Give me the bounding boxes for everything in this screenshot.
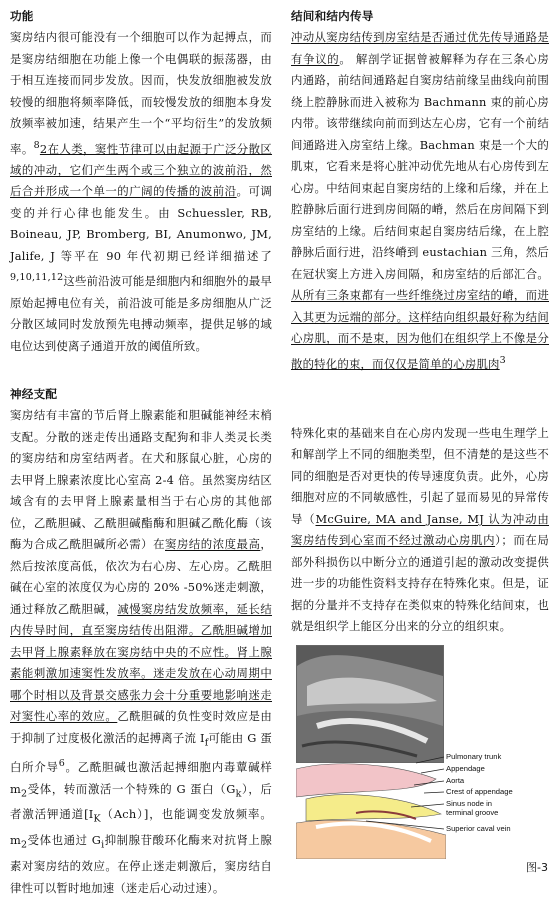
section-title-function: 功能 — [10, 9, 34, 23]
text-run: 窦房结有丰富的节后肾上腺素能和胆碱能神经末梢支配。分散的迷走传出通路支配狗和非人类灵长类的窦房结和房室结两者。在犬和豚鼠心脏，心房的去甲肾上腺素浓度比心室高 2-4 倍。虽然窦房结区域含有的去甲肾上腺素量相当于右心房的其他部位，乙酰胆碱、乙酰胆碱酯酶和胆碱乙酰化酶（该酶为合成乙酰胆碱所必需）在 — [10, 408, 272, 552]
subscript: k — [235, 787, 242, 799]
label-superior-caval-vein: Superior caval vein — [446, 824, 511, 833]
text-run: 这些前沿波可能是细胞内和细胞外的最早原始起搏电位有关，前沿波可能是多房细胞从广泛分散区域同时发放预先电搏动频率，提供足够的域电位达到使离子通道开放的阈值所致。 — [10, 274, 273, 353]
anatomy-photo — [296, 645, 444, 763]
text-run: 可能由 G 蛋白所介导 — [10, 730, 272, 775]
right-column — [291, 6, 549, 638]
section-title-innervation: 神经支配 — [10, 387, 58, 402]
text-run: 。 解剖学证据曾被解释为存在三条心房内通路，前结间通路起自窦房结前缘呈曲线向前围绕上腔静脉而进入被称为 Bachmann 束的前心房内带。该带继续向前而到达左心房，它有一个前结间通路进入房室结上缘。Bachman 束是一个大的肌束，它看来是将心脏冲动优先地从右心房传到左心房。中结间束起自窦房结的上缘和后缘，并在上腔静脉后面行进到房间隔的嵴，然后在房间隔下到房室结的上缘。后结间束起自窦房结后缘，在上腔静脉后面行进，沿终嵴到 eustachian 三角，然后在冠状窦上方进入房间隔，和房室结的后部汇合。 — [291, 51, 549, 281]
text-run: ）；而在局部外科损伤以中断分立的通道引起的激动改变提供进一步的功能性资料支持存在特殊化束。但是，证据的分量并不支持存在类似束的特殊化结间束，也就是组织学上能区分出来的分立的组织束。 — [291, 533, 549, 634]
underlined-text: 从所有三条束都有一些纤维绕过房室结的嵴，而进入其更为远端的部分。这样结向组织最好称为结间心房肌，而不是束，因为他们在组织学上不像是分散的特化的束，而仅仅是简单的心房肌肉 — [291, 288, 549, 371]
section-title-conduction: 结间和结内传导 — [291, 9, 374, 23]
subscript: 2 — [21, 787, 28, 799]
subscript: f — [204, 736, 209, 748]
text-run: 。可调变的并行心律也能发生。由 Schuessler, RB, Boineau, JP, Bromberg, BI, Anumonwo, JM, Jalife, J 等平在 90 年代初期已经详细描述了 — [10, 184, 272, 263]
text-run: ，然后按浓度高低，依次为右心房、左心房。乙酰胆碱在心室的浓度仅为心房的 20% -50%迷走刺激，通过释放乙酰胆碱， — [10, 537, 272, 616]
underlined-text: 冲动从窦房结传到房室结是否通过优先传导通路是有争议的 — [291, 30, 549, 66]
citation: 8 — [33, 139, 40, 151]
label-pulmonary-trunk: Pulmonary trunk — [446, 752, 502, 761]
text-run: 抑制腺苷酸环化酶来对抗肾上腺素对窦房结的效应。在停止迷走刺激后，窦房结自律性可以暂时地加速（迷走后心动过速）。 — [10, 833, 272, 895]
text-run: （Ach）]，也能调变发放频率。m — [10, 807, 272, 848]
citation: 6 — [58, 758, 65, 770]
underlined-text: 窦房结的浓度最高 — [165, 537, 261, 552]
paragraph-function — [10, 27, 272, 357]
label-sinus-node: Sinus node in — [446, 799, 493, 808]
subscript: 2 — [21, 839, 28, 851]
label-crest-of-appendage: Crest of appendage — [446, 787, 513, 796]
label-appendage: Appendage — [446, 764, 485, 773]
label-terminal-groove: terminal groove — [446, 808, 499, 817]
underlined-text: 减慢窦房结发放频率，延长结内传导时间，直至窦房结传出阻滞。乙酰胆碱增加去甲肾上腺素释放在窦房结中央的不应性。肾上腺素能刺激加速窦性发放率。迷走发放在心动周期中哪个时相以及背景交感张力会十分重要地影响迷走对窦性心率的效应。 — [10, 601, 272, 724]
subscript: K — [93, 813, 101, 825]
paragraph-innervation — [10, 405, 272, 899]
subscript: i — [101, 839, 105, 851]
paragraph-specialized-tracts — [291, 423, 549, 638]
left-column — [10, 6, 272, 899]
label-aorta: Aorta — [446, 776, 465, 785]
figure-tag: 图-3 — [526, 861, 548, 874]
text-run: 受体也通过 G — [27, 833, 102, 848]
text-run: 特殊化束的基础来自在心房内发现一些电生理学上和解剖学上不同的细胞类型，但不清楚的是这些不同的细胞是否对更快的传导速度负责。此外，心房细胞对应的不同敏感性，引起了显而易见的异常传导（ — [291, 425, 549, 526]
text-run: 乙酰胆碱的负性变时效应是由于抑制了过度极化激活的起搏离子流 I — [10, 709, 272, 745]
paragraph-conduction — [291, 27, 549, 375]
text-run: 。乙酰胆碱也激活起搏细胞内毒蕈碱样 m — [10, 760, 272, 796]
text-run: 受体，转而激活一个特殊的 G 蛋白（G — [27, 781, 236, 796]
underlined-text: McGuire, MA and Janse, MJ 认为冲动由窦房结传到心室而不经过激动心房肌内 — [291, 511, 550, 548]
text-run: 窦房结内很可能没有一个细胞可以作为起搏点，而是窦房结细胞在功能上像一个电偶联的振荡器，由于相互连接而同步发放。因而，快发放细胞被发放较慢的细胞将频率降低，而较慢发放的细胞本身发放频率被加速，结果产生一个“平均衍生”的发放频率。 — [10, 30, 272, 156]
citation: 9,10,11,12 — [10, 272, 64, 284]
figure-3 — [296, 645, 546, 875]
text-run: ），后者激活钾通道[I — [10, 781, 272, 822]
figure-labels — [296, 751, 546, 851]
underlined-text: 2在人类，窦性节律可以由起源于广泛分散区域的冲动，它们产生两个或三个独立的波前沿，然后合并形成一个单一的广阔的传播的波前沿 — [10, 141, 273, 199]
citation: 3 — [499, 354, 506, 366]
